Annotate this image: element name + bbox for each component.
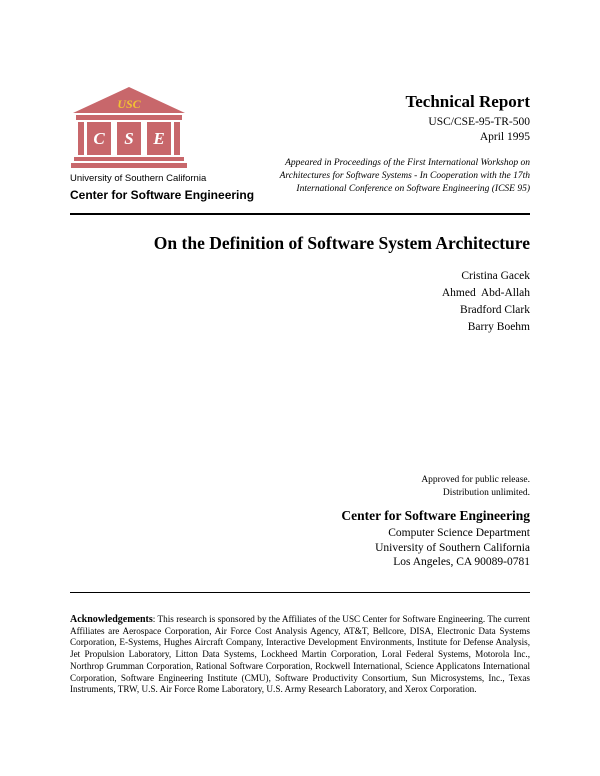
logo-step bbox=[71, 163, 187, 168]
logo-column bbox=[174, 122, 180, 155]
author: Cristina Gacek bbox=[461, 270, 530, 282]
contact-center-name: Center for Software Engineering bbox=[341, 508, 530, 523]
address-line: Computer Science Department bbox=[388, 527, 530, 539]
author-list bbox=[442, 268, 530, 336]
release-line: Approved for public release. bbox=[421, 475, 530, 485]
contact-address bbox=[375, 526, 530, 570]
address-line: University of Southern California bbox=[375, 541, 530, 554]
author: Ahmed Abd-Allah bbox=[441, 287, 530, 299]
appeared-note bbox=[230, 157, 530, 196]
footer-divider bbox=[70, 592, 530, 593]
address-line: Los Angeles, CA 90089-0781 bbox=[393, 556, 530, 568]
university-name: University of Southern California bbox=[70, 173, 207, 184]
report-number: USC/CSE-95-TR-500 bbox=[428, 116, 530, 128]
paper-title: On the Definition of Software System Architecture bbox=[153, 233, 530, 253]
report-date: April 1995 bbox=[479, 131, 530, 143]
logo-step bbox=[74, 157, 184, 161]
release-statement bbox=[421, 474, 530, 499]
acknowledgements-label: Acknowledgements bbox=[70, 614, 153, 625]
acknowledgements bbox=[70, 614, 530, 696]
author: Barry Boehm bbox=[467, 321, 530, 333]
logo-lintel bbox=[76, 115, 182, 120]
header-divider bbox=[70, 213, 530, 215]
release-line: Distribution unlimited. bbox=[442, 487, 530, 498]
acknowledgements-text: : This research is sponsored by the Affiliates of the USC Center for Software Engineering. The current Affiliates are Aerospace Corporation, Air Force Cost Analysis Agency, AT&T, Bellcore, DISA, Electronic Data Systems Corporation, E-Systems, Hughes Aircraft Company, Interactive Development Environments, Institute for Defense Analysis, Jet Propulsion Laboratory, Litton Data Systems, Lockheed Martin Corporation, Loral Federal Systems, Motorola Inc., Northrop Grumman Corporation, Rational Software Corporation, Rockwell International, Science Applicatons International Corporation, Software Engineering Institute (CMU), Software Productivity Consortium, Sun Microsystems, Inc., Texas Instruments, TRW, U.S. Air Force Rome Laboratory, U.S. Army Research Laboratory, and Xerox Corporation. bbox=[70, 614, 530, 695]
usc-cse-logo bbox=[70, 86, 188, 172]
appeared-line: Architectures for Software Systems - In Cooperation with the 17th bbox=[279, 171, 530, 181]
logo-column bbox=[78, 122, 84, 155]
author: Bradford Clark bbox=[460, 304, 530, 316]
appeared-line: Appeared in Proceedings of the First International Workshop on bbox=[285, 158, 530, 168]
logo-letter-s: S bbox=[124, 129, 134, 148]
logo-usc-text: USC bbox=[117, 97, 141, 111]
logo-letter-e: E bbox=[153, 129, 165, 148]
appeared-line: International Conference on Software Engineering (ICSE 95) bbox=[296, 184, 530, 194]
logo-letter-c: C bbox=[93, 129, 105, 148]
center-name: Center for Software Engineering bbox=[70, 188, 255, 202]
report-heading: Technical Report bbox=[405, 92, 530, 111]
